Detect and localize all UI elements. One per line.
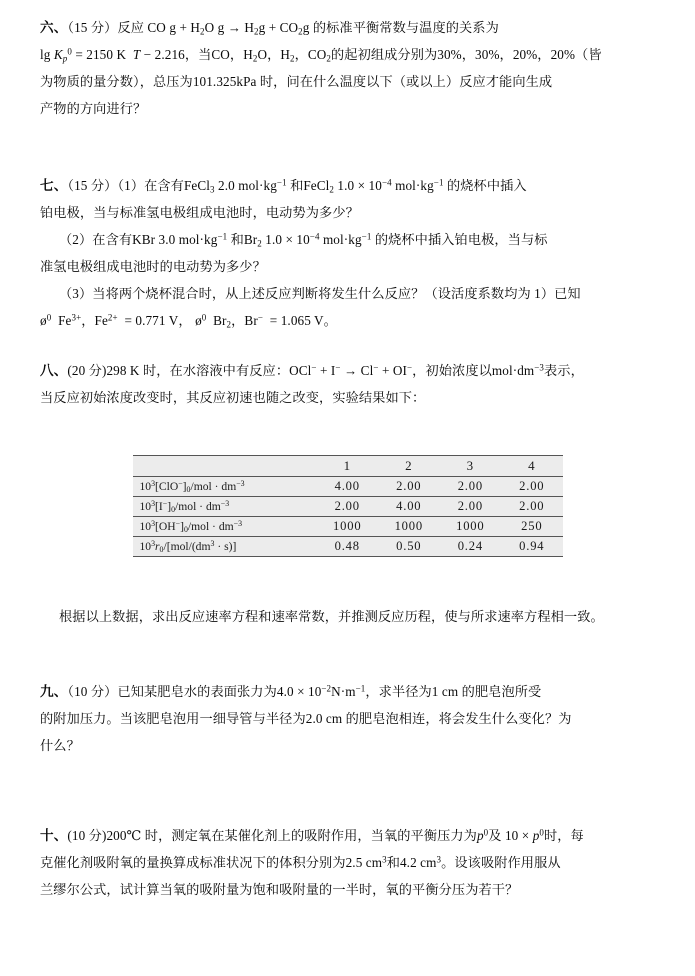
label-initial-subscript: 0 — [159, 545, 164, 555]
table-cell: 2.00 — [501, 477, 562, 497]
problem-nine-line-1 — [40, 678, 657, 705]
problem-seven-text-p1b: 2.0 mol·kg — [218, 178, 277, 193]
subscript-2: 2 — [326, 53, 331, 64]
superscript-minus: − — [407, 362, 413, 373]
subscript-3: 3 — [210, 184, 215, 195]
problem-seven-text-p2a: 在含有KBr 3.0 mol·kg — [92, 232, 218, 247]
problem-six-text-2a: = 2150 K — [75, 47, 127, 62]
problem-seven-text-p2b: 和Br — [230, 232, 258, 247]
problem-seven-part2-line2: 准氢电极组成电池时的电动势为多少？ — [40, 259, 266, 274]
problem-ten-number: 十、 — [40, 828, 68, 843]
problem-ten-line-2 — [40, 849, 657, 876]
superscript-minus: − — [311, 362, 317, 373]
problem-seven-part3-line1 — [40, 280, 657, 307]
label-species: [ClO — [155, 480, 179, 493]
subscript-2: 2 — [252, 53, 258, 64]
label-units: /mol · dm — [187, 520, 234, 533]
problem-eight-line-2: 当反应初始浓度改变时，其反应初速也随之改变，实验结果如下： — [40, 390, 426, 405]
table-row — [133, 537, 563, 557]
problem-nine-number: 九、 — [40, 684, 68, 699]
problem-six-text-2b: − 2.216，当CO，H — [143, 47, 253, 62]
table-column-header-4: 4 — [501, 456, 562, 477]
table-cell: 0.50 — [378, 537, 440, 557]
problem-ten-text-2b: 和4.2 cm — [386, 855, 437, 870]
label-units-exponent: −3 — [233, 518, 243, 528]
problem-six-text-2c: O，H — [257, 47, 290, 62]
problem-seven — [0, 172, 695, 334]
problem-six-text-1d: → H — [227, 20, 255, 35]
problem-seven-part3-line2 — [40, 307, 657, 334]
problem-ten-line-1 — [40, 822, 657, 849]
problem-nine-text-1a: 已知某肥皂水的表面张力为4.0 × 10 — [117, 684, 322, 699]
problem-six-text-2e: 的起初组成分别为30%，30%，20%，20%（皆 — [331, 47, 602, 62]
problem-seven-text-p1f: 的烧杯中插入 — [446, 178, 527, 193]
superscript-standard: 0 — [46, 312, 52, 323]
problem-eight-text-1c: → Cl — [344, 363, 374, 378]
label-species: r — [155, 540, 160, 553]
kinetics-data-table-container — [0, 455, 695, 557]
problem-seven-part2-line1 — [40, 226, 657, 253]
subscript-2: 2 — [298, 26, 303, 37]
superscript-minus: − — [335, 362, 341, 373]
problem-six-line-4: 产物的方向进行？ — [40, 101, 147, 116]
problem-eight-text-1a: 298 K 时，在水溶液中有反应：OCl — [106, 363, 312, 378]
table-row — [133, 497, 563, 517]
superscript-3: 3 — [436, 854, 442, 865]
subscript-2: 2 — [200, 26, 205, 37]
table-header-row — [133, 456, 563, 477]
label-species-charge: − — [162, 498, 168, 508]
subscript-2: 2 — [257, 238, 262, 249]
label-units: /[mol/(dm — [163, 540, 211, 553]
table-cell: 0.48 — [316, 537, 378, 557]
table-cell: 1000 — [440, 517, 502, 537]
label-initial-subscript: 0 — [186, 485, 191, 495]
table-column-header-1: 1 — [316, 456, 378, 477]
label-exponent: 3 — [151, 498, 156, 508]
problem-seven-text-p2c: 1.0 × 10 — [265, 232, 310, 247]
problem-six-line-3: 为物质的量分数），总压为101.325kPa 时，问在什么温度以下（或以上）反应才能向生成 — [40, 74, 553, 89]
label-exponent: 3 — [151, 538, 156, 548]
superscript-minus-4: −4 — [309, 231, 320, 242]
problem-six-text-1a: 反应 CO g — [117, 20, 177, 35]
table-body — [133, 477, 563, 557]
problem-nine-points: （10 分） — [67, 684, 118, 699]
label-bracket: ] — [182, 480, 187, 493]
problem-eight-text-1d: + OI — [381, 363, 407, 378]
label-units-exponent: −3 — [220, 498, 230, 508]
problem-seven-text-p3b: Fe — [58, 313, 72, 328]
table-row-label-rate — [133, 537, 317, 557]
table-cell: 0.94 — [501, 537, 562, 557]
label-species: [OH — [155, 520, 176, 533]
table-cell: 1000 — [316, 517, 378, 537]
problem-nine — [0, 678, 695, 759]
label-species: [I — [155, 500, 163, 513]
problem-seven-text-p2d: mol·kg — [322, 232, 362, 247]
problem-six — [0, 14, 695, 122]
table-row — [133, 477, 563, 497]
table-cell: 2.00 — [316, 497, 378, 517]
problem-six-text-1c: O g — [204, 20, 225, 35]
label-prefix: 10 — [139, 500, 152, 513]
equilibrium-constant-symbol: K — [53, 47, 63, 62]
problem-six-line-2: $\lg K_p^0 = 2150$ K T − 2.216，当CO，$H_2O$，$H_2$，$CO_2$的起初组成分别为30%，30%，20%，20%（皆 — [40, 46, 602, 64]
problem-eight-line-1 — [40, 357, 657, 384]
problem-six-number: 六、 — [40, 20, 68, 35]
subscript-2: 2 — [329, 184, 335, 195]
table-cell: 2.00 — [378, 477, 440, 497]
table-header — [133, 456, 563, 477]
problem-seven-text-p3e: Br — [213, 313, 227, 328]
electrode-potential-symbol: ø — [195, 313, 202, 328]
table-row-label-iodide — [133, 497, 317, 517]
label-units: /mol · dm — [175, 500, 221, 513]
table-cell: 4.00 — [378, 497, 440, 517]
problem-ten-text-2c: 。设该吸附作用服从 — [441, 855, 561, 870]
problem-six-text-2d: ，CO — [294, 47, 327, 62]
problem-seven-part2-label: （2） — [59, 232, 93, 247]
label-exponent: 3 — [151, 478, 156, 488]
superscript-minus-4: −4 — [381, 177, 392, 188]
temperature-symbol: T — [132, 47, 141, 62]
label-species-charge: − — [175, 518, 181, 528]
superscript-standard: 0 — [201, 312, 207, 323]
superscript-minus: − — [373, 362, 379, 373]
problem-seven-text-p2e: 的烧杯中插入铂电极，当与标 — [374, 232, 548, 247]
problem-nine-line-3: 什么？ — [40, 738, 80, 753]
problem-six-text-1f: g 的标准平衡常数与温度的关系为 — [302, 20, 499, 35]
problem-six-text-1e: g + CO — [258, 20, 299, 35]
problem-six-points: （15 分） — [67, 20, 118, 35]
problem-eight-number: 八、 — [40, 363, 68, 378]
superscript-minus-2: −2 — [321, 683, 332, 694]
problem-seven-text-p3a: 当将两个烧杯混合时，从上述反应判断将发生什么反应？（设活度系数均为 1）已知 — [92, 286, 581, 301]
label-bracket: ] — [167, 500, 172, 513]
problem-nine-line-2: 的附加压力。当该肥皂泡用一细导管与半径为2.0 cm 的肥皂泡相连，将会发生什么变化？为 — [40, 711, 572, 726]
label-prefix: 10 — [139, 480, 152, 493]
superscript-minus: − — [257, 312, 263, 323]
table-cell: 2.00 — [501, 497, 562, 517]
problem-eight-after-table: 根据以上数据，求出反应速率方程和速率常数，并推测反应历程，使与所求速率方程相一致。 — [59, 609, 604, 624]
subscript-2: 2 — [254, 26, 259, 37]
problem-seven-part1-line2: 铂电极，当与标准氢电极组成电池时，电动势为多少？ — [40, 205, 359, 220]
problem-eight-text-1e: ，初始浓度以mol·dm — [412, 363, 535, 378]
problem-seven-text-p1e: mol·kg — [395, 178, 434, 193]
superscript-minus-1: −1 — [276, 177, 287, 188]
superscript-minus-1: −1 — [433, 177, 444, 188]
label-bracket: ] — [180, 520, 184, 533]
electrode-potential-symbol: ø — [40, 313, 47, 328]
label-species-charge: − — [178, 478, 183, 488]
problem-eight-question — [0, 603, 695, 630]
problem-ten-text-1b: 及 10 × — [488, 828, 530, 843]
subscript-p: p — [62, 53, 68, 64]
problem-seven-number: 七、 — [40, 178, 68, 193]
table-corner-cell — [133, 456, 317, 477]
label-initial-subscript: 0 — [171, 505, 176, 515]
superscript-minus-1: −1 — [355, 683, 366, 694]
label-prefix: 10 — [139, 540, 152, 553]
problem-seven-part1-label: （1） — [117, 178, 145, 193]
pressure-symbol: p — [476, 828, 484, 843]
table-cell: 1000 — [378, 517, 440, 537]
label-units-tail: · s)] — [214, 540, 237, 553]
problem-six-text-1b: + H — [179, 20, 200, 35]
table-row-label-hydroxide — [133, 517, 317, 537]
problem-ten-text-1a: 200℃ 时，测定氧在某催化剂上的吸附作用，当氧的平衡压力为 — [106, 828, 477, 843]
problem-ten-line-3: 兰缪尔公式，试计算当氧的吸附量为饱和吸附量的一半时，氧的平衡分压为若干？ — [40, 882, 519, 897]
superscript-3-plus: 3+ — [71, 312, 82, 323]
problem-nine-text-1b: N·m — [331, 684, 356, 699]
problem-seven-text-p3c: ，Fe — [81, 313, 108, 328]
superscript-3: 3 — [382, 854, 387, 865]
label-initial-subscript: 0 — [183, 525, 188, 535]
label-exponent: 3 — [151, 518, 156, 528]
problem-eight-points: (20 分) — [67, 363, 107, 378]
superscript-minus-3: −3 — [534, 362, 545, 373]
problem-seven-text-p1c: 和FeCl — [290, 178, 330, 193]
problem-eight-text-1f: 表示， — [544, 363, 584, 378]
superscript-minus-1: −1 — [361, 231, 372, 242]
problem-seven-points: （15 分） — [67, 178, 118, 193]
table-column-header-3: 3 — [440, 456, 502, 477]
pressure-symbol: p — [532, 828, 540, 843]
table-cell: 250 — [501, 517, 562, 537]
problem-seven-text-p1d: 1.0 × 10 — [337, 178, 382, 193]
problem-ten-text-2a: 克催化剂吸附氧的量换算成标准状况下的体积分别为2.5 cm — [40, 855, 383, 870]
label-units-exponent: 3 — [210, 538, 215, 548]
subscript-2: 2 — [290, 53, 295, 64]
problem-seven-text-p3f: ，Br — [231, 313, 258, 328]
problem-nine-text-1c: ，求半径为1 cm 的肥皂泡所受 — [365, 684, 542, 699]
label-prefix: 10 — [139, 520, 152, 533]
problem-seven-text-p3g: = 1.065 V。 — [269, 313, 337, 328]
problem-eight-text-1b: + I — [319, 363, 336, 378]
superscript-standard: 0 — [67, 46, 72, 57]
problem-seven-text-p1a: 在含有FeCl — [144, 178, 211, 193]
table-cell: 2.00 — [440, 497, 502, 517]
table-cell: 0.24 — [440, 537, 502, 557]
table-row — [133, 517, 563, 537]
superscript-minus-1: −1 — [217, 231, 228, 242]
superscript-2-plus: 2+ — [107, 312, 118, 323]
table-column-header-2: 2 — [378, 456, 440, 477]
problem-six-line-1 — [40, 14, 657, 41]
problem-seven-part1-line1 — [40, 172, 657, 199]
subscript-2: 2 — [226, 319, 232, 330]
superscript-standard: 0 — [539, 827, 544, 838]
problem-seven-part3-label: （3） — [59, 286, 93, 301]
problem-seven-text-p3d: = 0.771 V， — [124, 313, 192, 328]
problem-ten-text-1c: 时，每 — [543, 828, 584, 843]
table-row-label-clo — [133, 477, 317, 497]
superscript-standard: 0 — [483, 827, 489, 838]
table-cell: 2.00 — [440, 477, 502, 497]
label-units-exponent: −3 — [236, 478, 245, 488]
table-cell: 4.00 — [316, 477, 378, 497]
problem-eight — [0, 357, 695, 411]
problem-ten — [0, 822, 695, 903]
kinetics-data-table — [133, 455, 563, 557]
problem-ten-points: (10 分) — [67, 828, 107, 843]
label-units: /mol · dm — [190, 480, 237, 493]
